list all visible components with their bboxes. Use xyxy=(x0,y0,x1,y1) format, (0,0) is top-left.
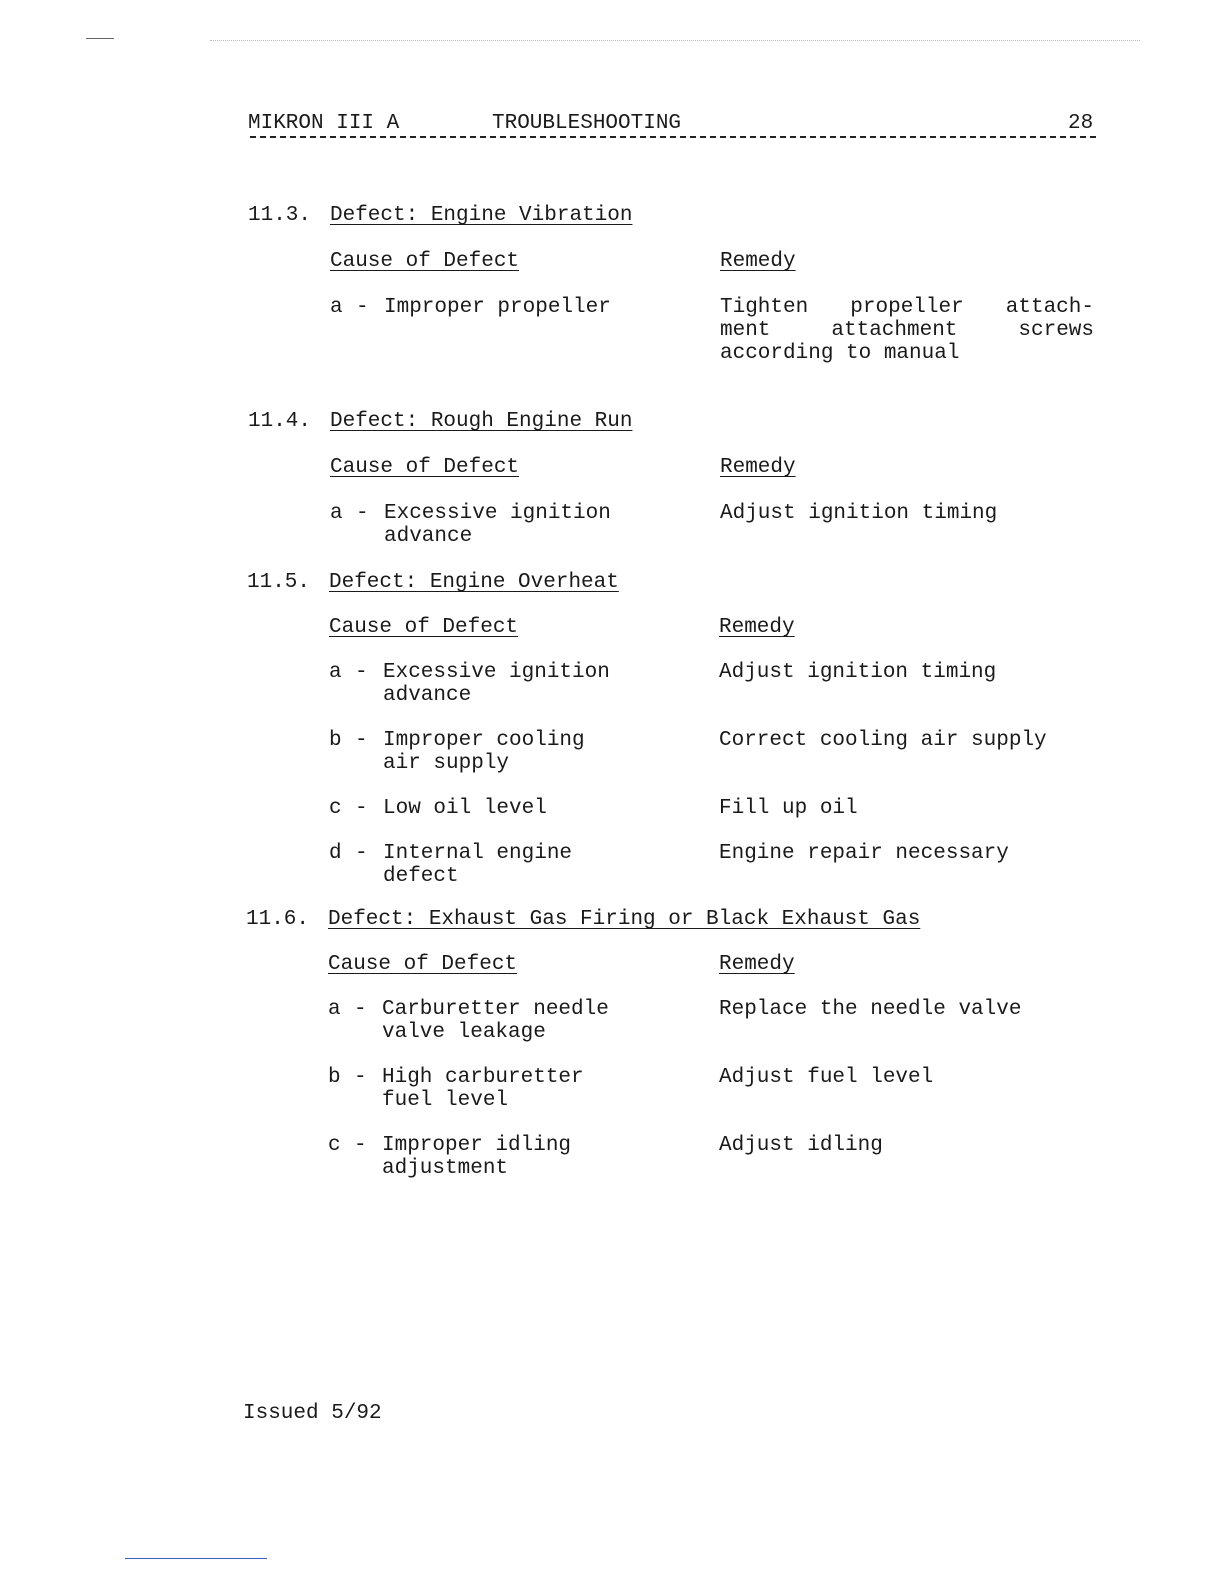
section-title: Defect: Rough Engine Run xyxy=(330,410,633,433)
cause-text xyxy=(383,661,610,707)
cause-text xyxy=(383,797,547,820)
item-letter: a xyxy=(328,998,341,1021)
item-letter: b xyxy=(328,1066,341,1089)
cause-line: Carburetter needle xyxy=(382,998,609,1021)
cause-text xyxy=(382,1066,584,1112)
item-dash: - xyxy=(354,1066,367,1089)
item-dash: - xyxy=(355,661,368,684)
cause-line: Improper propeller xyxy=(384,296,611,319)
remedy-column-header: Remedy xyxy=(719,616,795,639)
remedy-line: according to manual xyxy=(720,342,960,365)
section-title: Defect: Engine Vibration xyxy=(330,204,633,227)
section-number: 11.6. xyxy=(246,908,310,931)
item-letter: c xyxy=(328,1134,341,1157)
cause-text xyxy=(383,729,585,775)
cause-line: Improper cooling xyxy=(383,729,585,752)
cause-line: air supply xyxy=(383,752,510,775)
cause-line: Internal engine xyxy=(383,842,573,865)
item-letter: c xyxy=(329,797,342,820)
section-number: 11.4. xyxy=(248,410,312,433)
item-letter: a xyxy=(330,296,343,319)
cause-text xyxy=(383,842,572,888)
section-number: 11.3. xyxy=(248,204,312,227)
issued-date: Issued 5/92 xyxy=(243,1402,382,1425)
remedy-line: Tighten propeller attach- xyxy=(720,296,1094,319)
remedy-text: Correct cooling air supply xyxy=(719,729,1047,752)
remedy-text: Replace the needle valve xyxy=(719,998,1022,1021)
cause-line: defect xyxy=(383,865,459,888)
item-dash: - xyxy=(355,842,368,865)
cause-line: Low oil level xyxy=(383,797,547,820)
cause-column-header: Cause of Defect xyxy=(328,953,518,976)
cause-text xyxy=(384,502,611,548)
item-dash: - xyxy=(355,729,368,752)
remedy-text: Engine repair necessary xyxy=(719,842,1009,865)
remedy-column-header: Remedy xyxy=(719,953,795,976)
item-dash: - xyxy=(356,502,369,525)
scan-artifact-dots xyxy=(210,40,1140,41)
cause-line: advance xyxy=(384,525,473,548)
cause-line: adjustment xyxy=(382,1157,509,1180)
section-title: Defect: Exhaust Gas Firing or Black Exhaust Gas xyxy=(328,908,921,931)
header-product: MIKRON III A xyxy=(248,112,400,135)
header-divider xyxy=(250,136,1096,138)
scan-artifact-line xyxy=(86,38,114,39)
cause-line: advance xyxy=(383,684,472,707)
cause-line: Excessive ignition xyxy=(384,502,611,525)
item-dash: - xyxy=(354,1134,367,1157)
item-dash: - xyxy=(354,998,367,1021)
scan-artifact-line xyxy=(125,1558,267,1559)
remedy-text: Adjust fuel level xyxy=(719,1066,934,1089)
remedy-text: Adjust ignition timing xyxy=(720,502,998,525)
item-letter: a xyxy=(330,502,343,525)
item-letter: d xyxy=(329,842,342,865)
remedy-text: Adjust idling xyxy=(719,1134,883,1157)
cause-text xyxy=(384,296,611,319)
item-dash: - xyxy=(356,296,369,319)
cause-column-header: Cause of Defect xyxy=(330,456,520,479)
cause-line: Improper idling xyxy=(382,1134,572,1157)
page-number: 28 xyxy=(1068,112,1094,135)
item-dash: - xyxy=(355,797,368,820)
remedy-line: ment attachment screws xyxy=(720,319,1094,342)
cause-line: valve leakage xyxy=(382,1021,546,1044)
item-letter: a xyxy=(329,661,342,684)
cause-line: Excessive ignition xyxy=(383,661,610,684)
item-letter: b xyxy=(329,729,342,752)
remedy-text xyxy=(720,296,1094,365)
section-number: 11.5. xyxy=(247,571,311,594)
remedy-text: Adjust ignition timing xyxy=(719,661,997,684)
section-title: Defect: Engine Overheat xyxy=(329,571,619,594)
cause-column-header: Cause of Defect xyxy=(330,250,520,273)
remedy-column-header: Remedy xyxy=(720,456,796,479)
cause-line: fuel level xyxy=(382,1089,509,1112)
cause-text xyxy=(382,998,609,1044)
header-chapter: TROUBLESHOOTING xyxy=(492,112,682,135)
remedy-column-header: Remedy xyxy=(720,250,796,273)
cause-text xyxy=(382,1134,571,1180)
cause-line: High carburetter xyxy=(382,1066,584,1089)
remedy-text: Fill up oil xyxy=(719,797,858,820)
cause-column-header: Cause of Defect xyxy=(329,616,519,639)
